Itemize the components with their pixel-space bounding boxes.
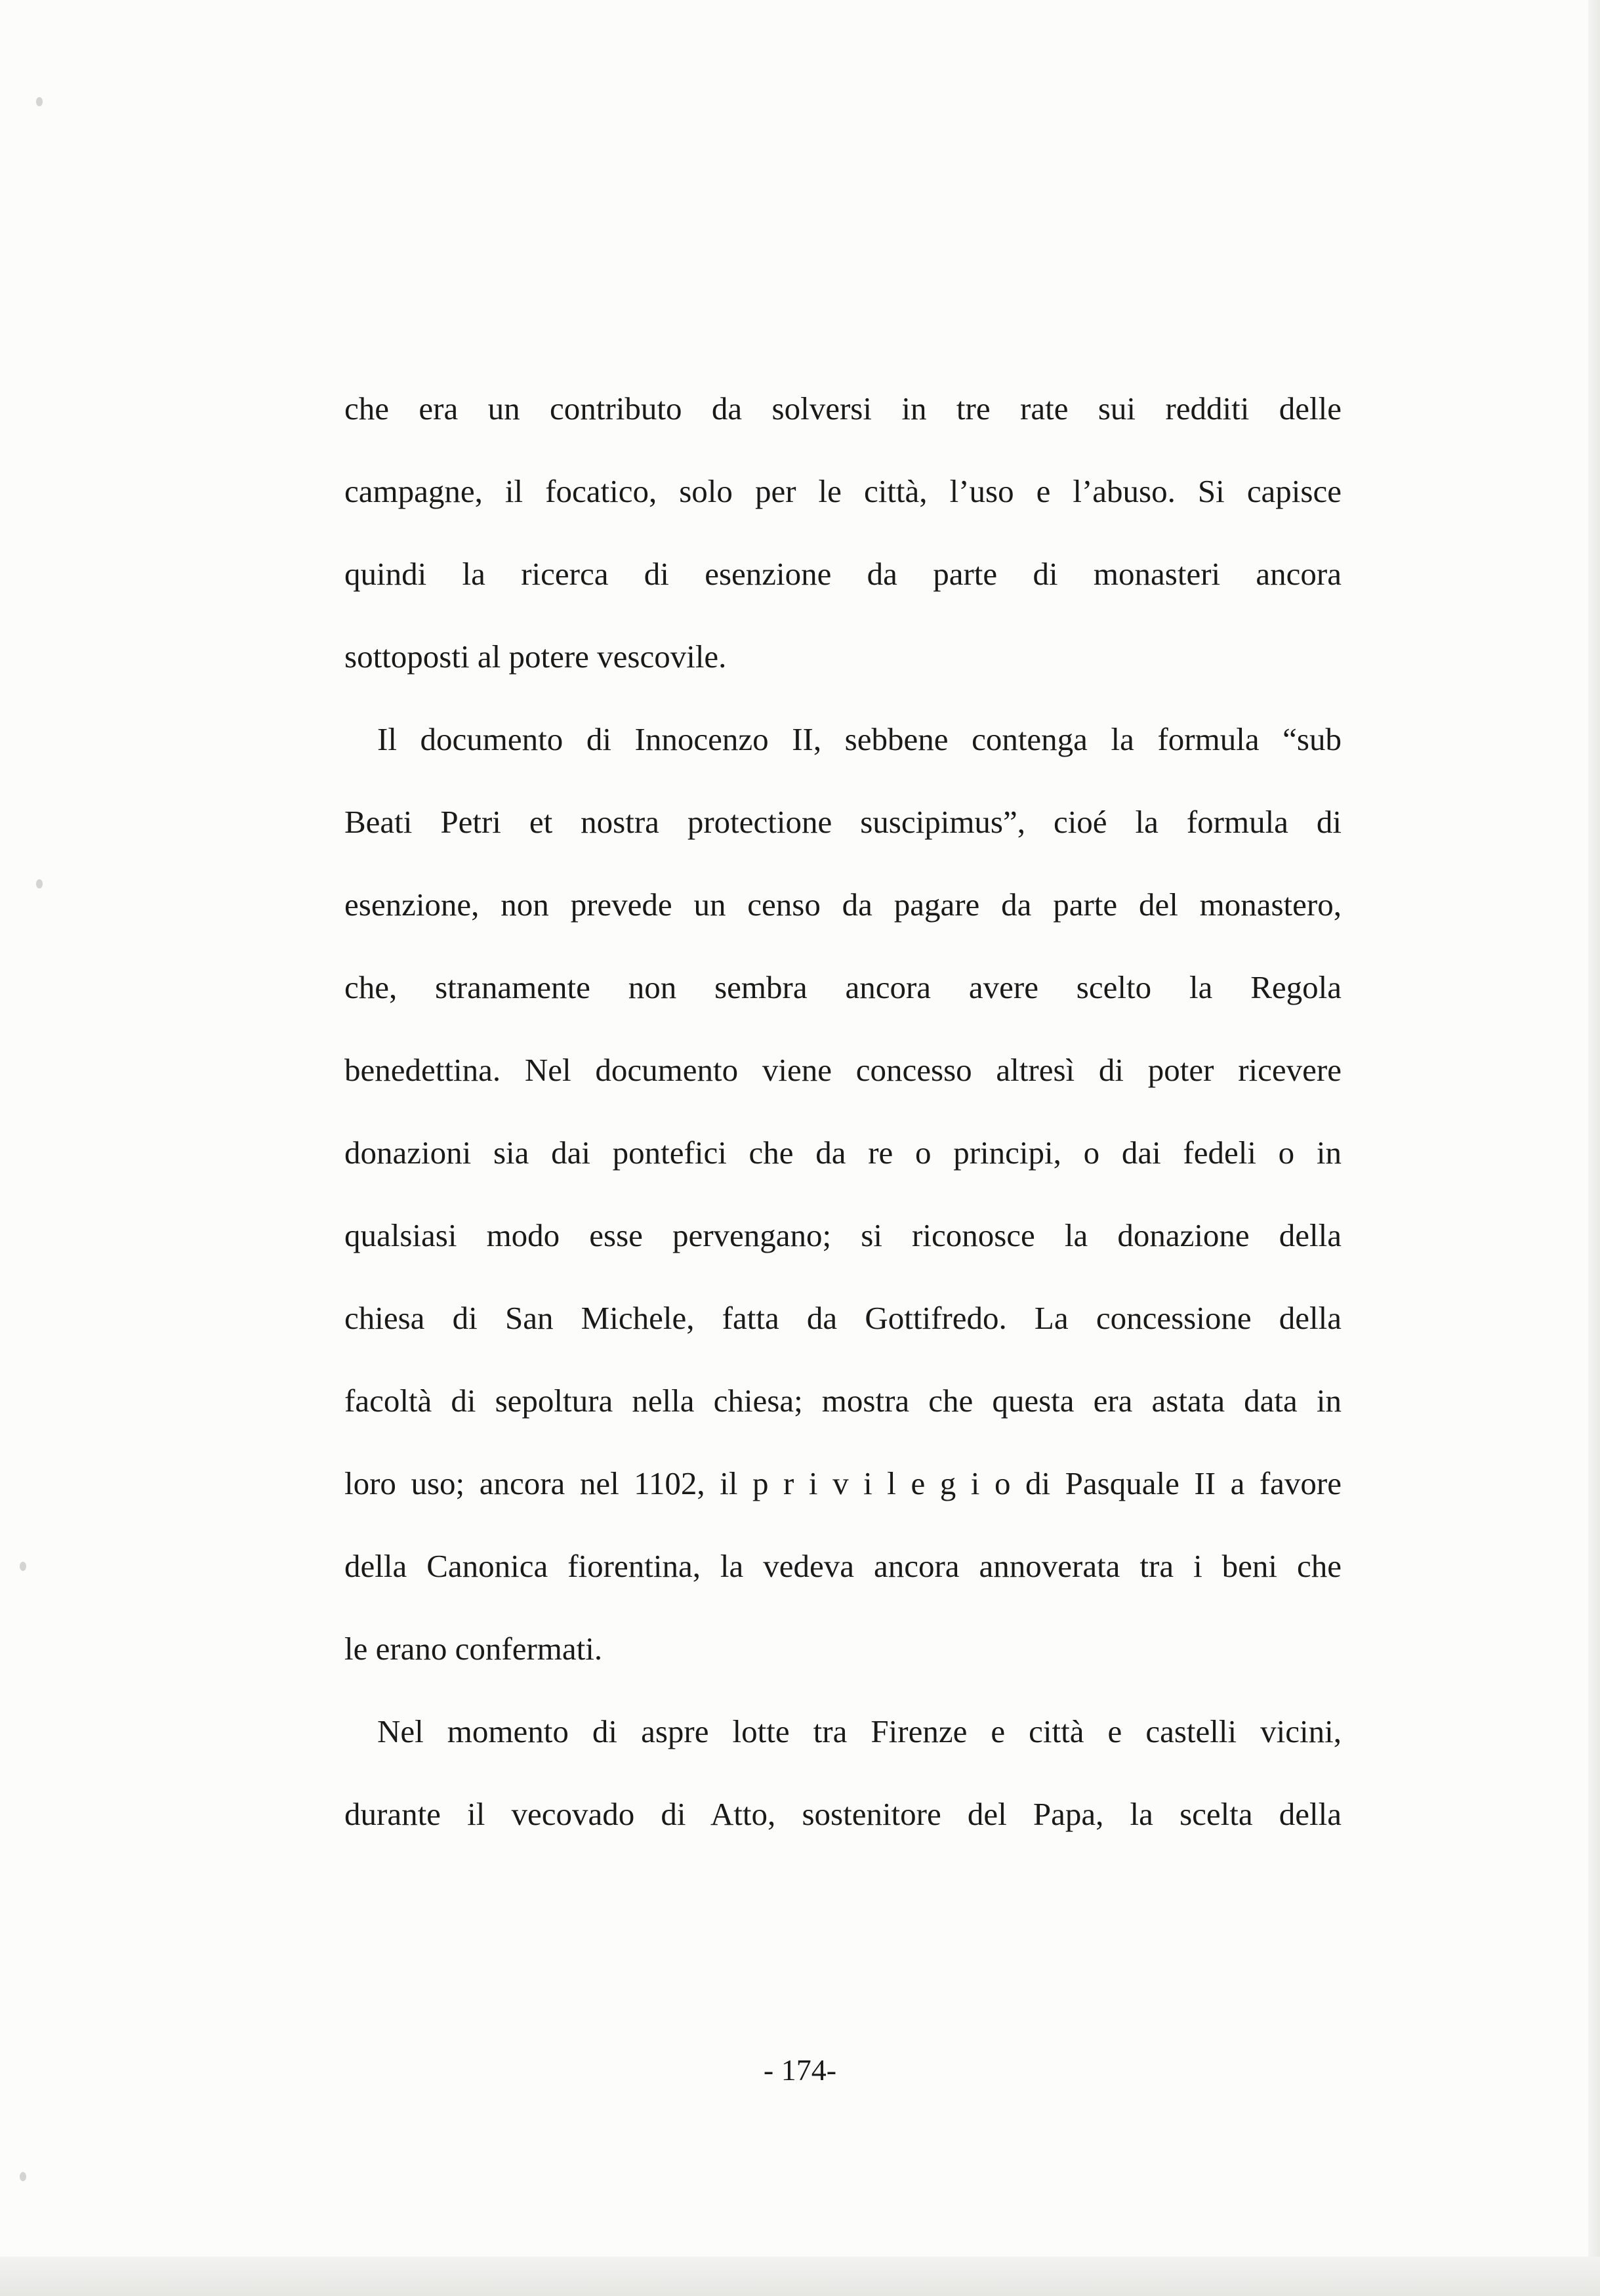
text-line: campagne, il focatico, solo per le città, l’uso e l’abuso. Si capisce bbox=[344, 473, 1342, 509]
punch-hole-mark bbox=[20, 1562, 26, 1571]
text-line: della Canonica fiorentina, la vedeva ancora annoverata tra i beni che bbox=[344, 1548, 1342, 1584]
punch-hole-mark bbox=[36, 879, 43, 888]
text-line: facoltà di sepoltura nella chiesa; mostra che questa era astata data in bbox=[344, 1383, 1342, 1419]
page-number: - 174- bbox=[763, 2053, 837, 2087]
text-line: esenzione, non prevede un censo da pagare da parte del monastero, bbox=[344, 887, 1342, 923]
text-line: le erano confermati. bbox=[344, 1631, 603, 1667]
text-line: Nel momento di aspre lotte tra Firenze e città e castelli vicini, bbox=[377, 1713, 1342, 1749]
text-line: loro uso; ancora nel 1102, il p r i v i l e g i o di Pasquale II a favore bbox=[344, 1465, 1342, 1501]
scan-edge-right bbox=[1588, 0, 1600, 2257]
text-line: che, stranamente non sembra ancora avere scelto la Regola bbox=[344, 969, 1342, 1005]
punch-hole-mark bbox=[20, 2172, 26, 2181]
text-line: benedettina. Nel documento viene concesso altresì di poter ricevere bbox=[344, 1052, 1342, 1088]
text-line: quindi la ricerca di esenzione da parte di monasteri ancora bbox=[344, 556, 1342, 592]
text-line: sottoposti al potere vescovile. bbox=[344, 638, 727, 675]
text-line: Il documento di Innocenzo II, sebbene contenga la formula “sub bbox=[377, 721, 1342, 757]
text-line: durante il vecovado di Atto, sostenitore del Papa, la scelta della bbox=[344, 1796, 1342, 1832]
text-line: qualsiasi modo esse pervengano; si riconosce la donazione della bbox=[344, 1217, 1342, 1253]
text-line: Beati Petri et nostra protectione suscipimus”, cioé la formula di bbox=[344, 804, 1342, 840]
text-line: chiesa di San Michele, fatta da Gottifredo. La concessione della bbox=[344, 1300, 1342, 1336]
body-text bbox=[344, 367, 1342, 1856]
punch-hole-mark bbox=[36, 97, 43, 106]
scan-edge-bottom bbox=[0, 2257, 1600, 2296]
text-line: che era un contributo da solversi in tre rate sui redditi delle bbox=[344, 390, 1342, 427]
text-line: donazioni sia dai pontefici che da re o principi, o dai fedeli o in bbox=[344, 1135, 1342, 1171]
